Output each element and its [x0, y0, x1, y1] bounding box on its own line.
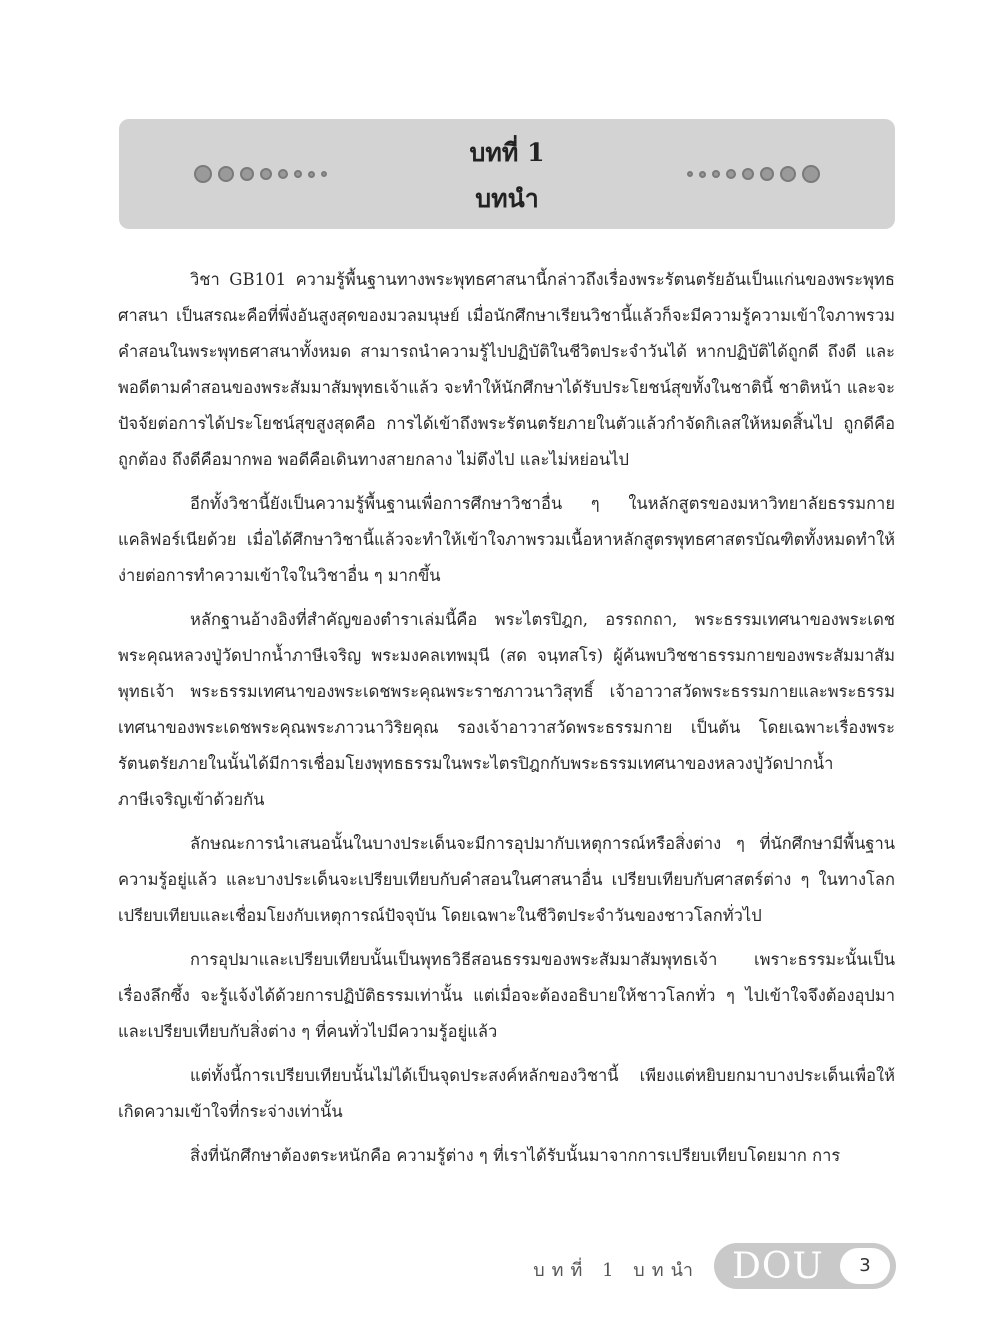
- paragraph: หลักฐานอ้างอิงที่สำคัญของตำราเล่มนี้คือ พระไตรปิฎก, อรรถกถา, พระธรรมเทศนาของพระเดชพระคุณหลวงปู่วัดปากน้ำภาษีเจริญ พระมงคลเทพมุนี (สด จนฺทสโร) ผู้ค้นพบวิชชาธรรมกายของพระสัมมาสัมพุทธเจ้า พระธรรมเทศนาของพระเดชพระคุณพระราชภาวนาวิสุทธิ์ เจ้าอาวาสวัดพระธรรมกายและพระธรรมเทศนาของพระเดชพระคุณพระภาวนาวิริยคุณ รองเจ้าอาวาสวัดพระธรรมกาย เป็นต้น โดยเฉพาะเรื่องพระรัตนตรัยภายในนั้นได้มีการเชื่อมโยงพุทธธรรมในพระไตรปิฎกกับพระธรรมเทศนาของหลวงปู่วัดปากน้ำภาษีเจริญเข้าด้วยกัน: [118, 610, 895, 809]
- running-footer-label: บทที่ 1 บทนำ: [533, 1260, 700, 1281]
- footer-badge: [714, 1243, 896, 1289]
- brand-logo: DOU: [732, 1246, 824, 1287]
- dot-icon: [687, 171, 693, 177]
- chapter-banner: [119, 119, 895, 229]
- page-number: 3: [840, 1248, 890, 1284]
- dot-icon: [780, 166, 796, 182]
- paragraph: วิชา GB101 ความรู้พื้นฐานทางพระพุทธศาสนานี้กล่าวถึงเรื่องพระรัตนตรัยอันเป็นแก่นของพระพุทธศาสนา เป็นสรณะคือที่พึ่งอันสูงสุดของมวลมนุษย์ เมื่อนักศึกษาเรียนวิชานี้แล้วก็จะมีความรู้ความเข้าใจภาพรวมคำสอนในพระพุทธศาสนาทั้งหมด สามารถนำความรู้ไปปฏิบัติในชีวิตประจำวันได้ หากปฏิบัติได้ถูกดี ถึงดี และพอดีตามคำสอนของพระสัมมาสัมพุทธเจ้าแล้ว จะทำให้นักศึกษาได้รับประโยชน์สุขทั้งในชาตินี้ ชาติหน้า และจะปัจจัยต่อการได้ประโยชน์สุขสูงสุดคือ การได้เข้าถึงพระรัตนตรัยภายในตัวแล้วกำจัดกิเลสให้หมดสิ้นไป ถูกดีคือถูกต้อง ถึงดีคือมากพอ พอดีคือเดินทางสายกลาง ไม่ตึงไป และไม่หย่อนไป: [118, 270, 895, 469]
- paragraph: แต่ทั้งนี้การเปรียบเทียบนั้นไม่ได้เป็นจุดประสงค์หลักของวิชานี้ เพียงแต่หยิบยกมาบางประเด็นเพื่อให้เกิดความเข้าใจที่กระจ่างเท่านั้น: [118, 1066, 895, 1121]
- dot-icon: [760, 167, 774, 181]
- paragraph: ลักษณะการนำเสนอนั้นในบางประเด็นจะมีการอุปมากับเหตุการณ์หรือสิ่งต่าง ๆ ที่นักศึกษามีพื้นฐานความรู้อยู่แล้ว และบางประเด็นจะเปรียบเทียบกับคำสอนในศาสนาอื่น เปรียบเทียบกับศาสตร์ต่าง ๆ ในทางโลก เปรียบเทียบและเชื่อมโยงกับเหตุการณ์ปัจจุบัน โดยเฉพาะในชีวิตประจำวันของชาวโลกทั่วไป: [118, 834, 895, 925]
- dot-icon: [699, 171, 706, 178]
- paragraph: การอุปมาและเปรียบเทียบนั้นเป็นพุทธวิธีสอนธรรมของพระสัมมาสัมพุทธเจ้า เพราะธรรมะนั้นเป็นเรื่องลึกซึ้ง จะรู้แจ้งได้ด้วยการปฏิบัติธรรมเท่านั้น แต่เมื่อจะต้องอธิบายให้ชาวโลกทั่ว ๆ ไปเข้าใจจึงต้องอุปมาและเปรียบเทียบกับสิ่งต่าง ๆ ที่คนทั่วไปมีความรู้อยู่แล้ว: [118, 950, 895, 1041]
- decorative-dots-right: [684, 164, 823, 184]
- dot-icon: [712, 170, 720, 178]
- dot-icon: [742, 168, 754, 180]
- page-footer: [0, 1243, 1000, 1293]
- chapter-number: บทที่ 1: [469, 138, 545, 167]
- dot-icon: [802, 165, 820, 183]
- paragraph: สิ่งที่นักศึกษาต้องตระหนักคือ ความรู้ต่าง ๆ ที่เราได้รับนั้นมาจากการเปรียบเทียบโดยมาก การ: [190, 1146, 841, 1165]
- chapter-title: บทนำ: [475, 184, 539, 213]
- body-text: [118, 262, 895, 1182]
- dot-icon: [726, 169, 736, 179]
- paragraph: อีกทั้งวิชานี้ยังเป็นความรู้พื้นฐานเพื่อการศึกษาวิชาอื่น ๆ ในหลักสูตรของมหาวิทยาลัยธรรมกายแคลิฟอร์เนียด้วย เมื่อได้ศึกษาวิชานี้แล้วจะทำให้เข้าใจภาพรวมเนื้อหาหลักสูตรพุทธศาสตรบัณฑิตทั้งหมดทำให้ง่ายต่อการทำความเข้าใจในวิชาอื่น ๆ มากขึ้น: [118, 494, 895, 585]
